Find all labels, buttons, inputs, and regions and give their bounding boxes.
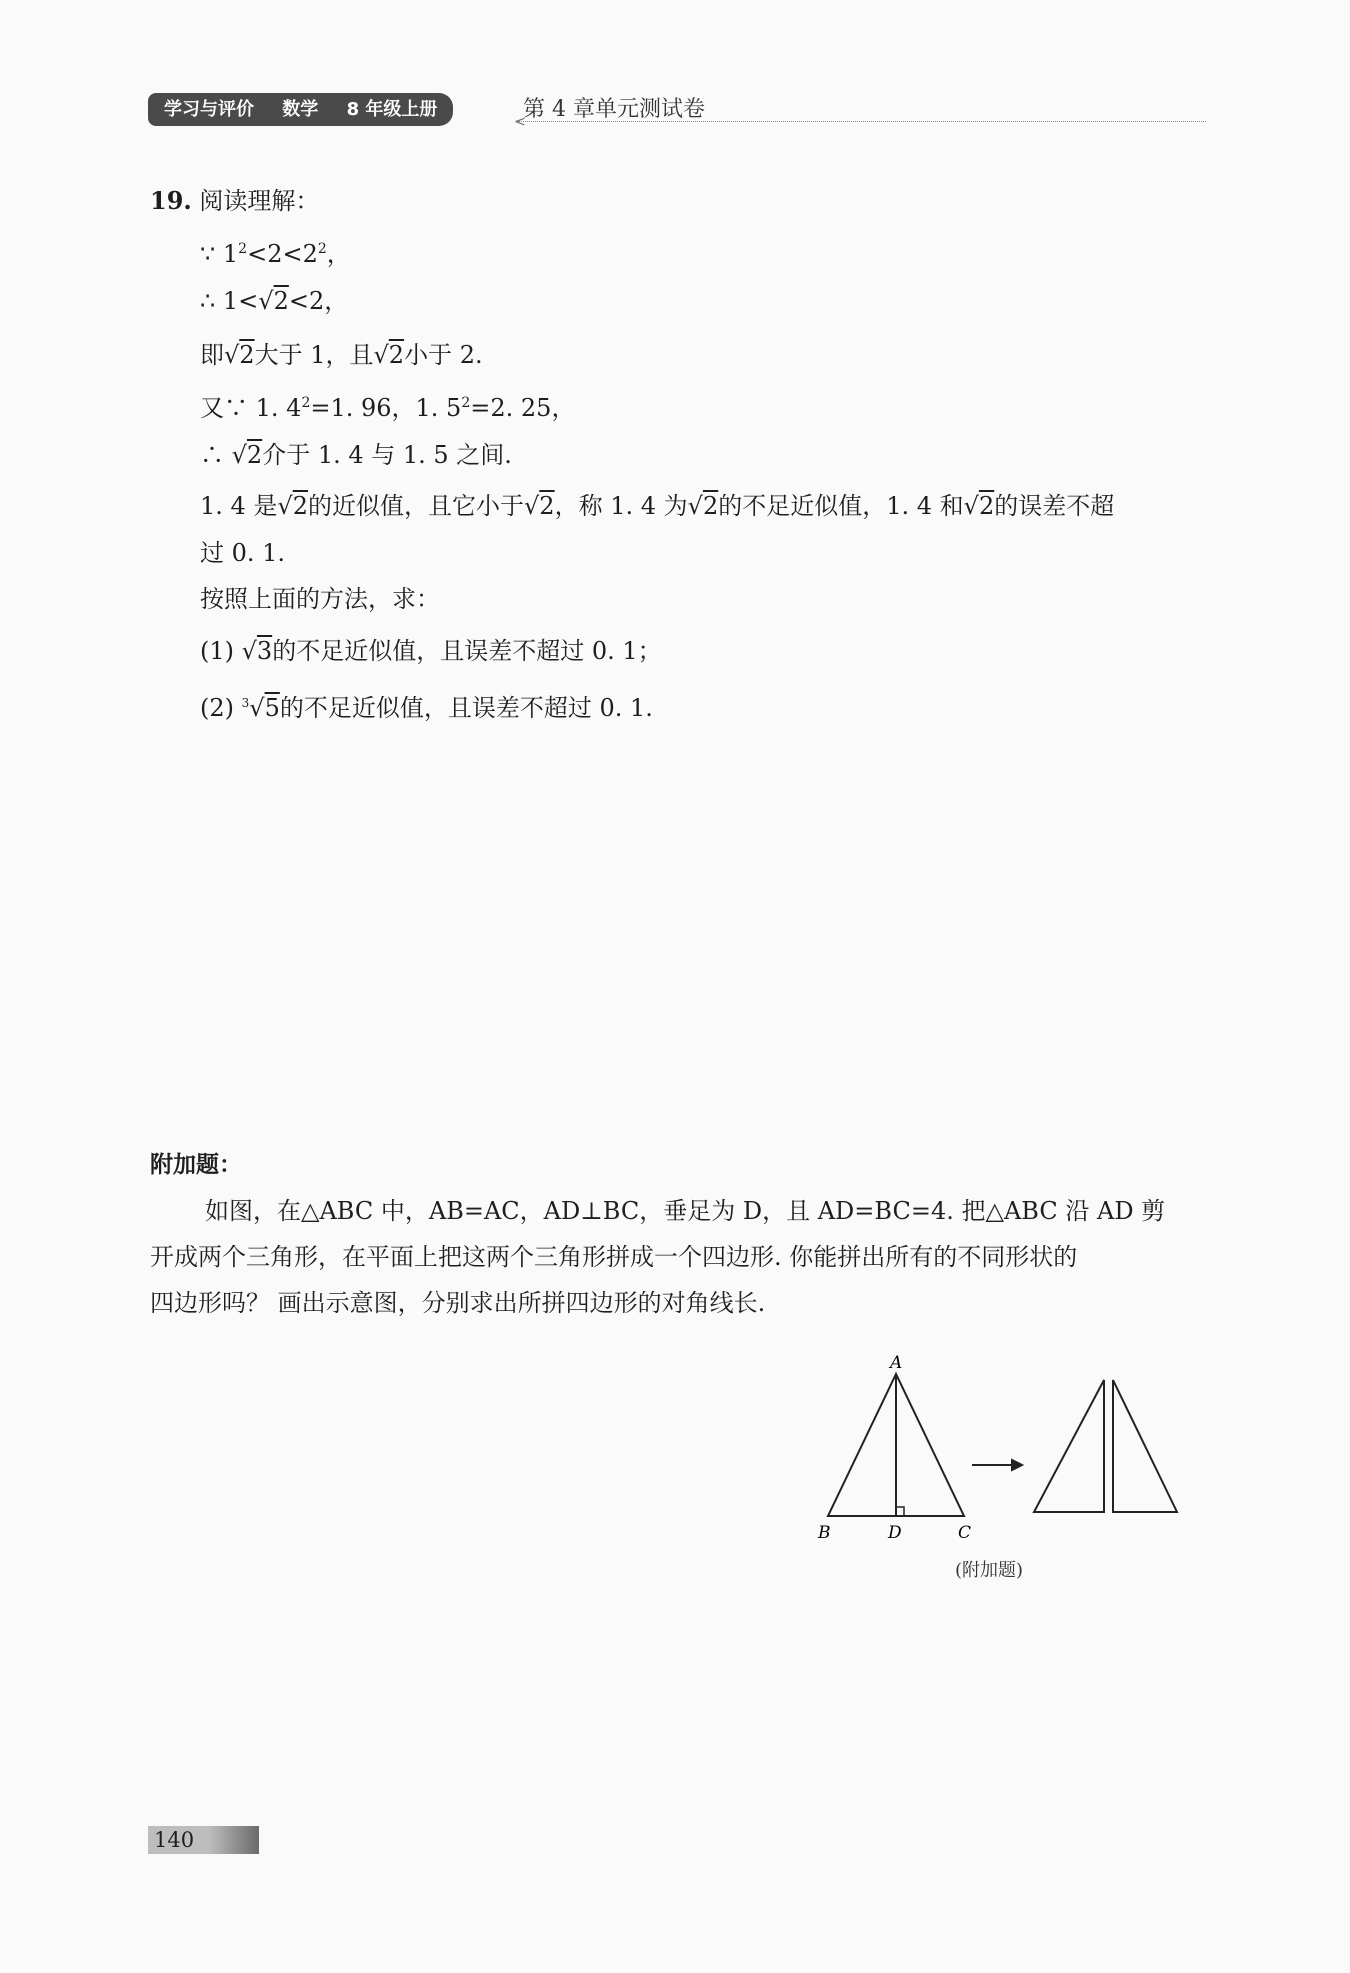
header-series-bar xyxy=(148,93,453,126)
figure-caption: (附加题) xyxy=(955,1560,1024,1581)
q19-line-2: ∴ 1<√2<2， xyxy=(200,287,349,315)
label-b: B xyxy=(818,1523,831,1543)
question-19-title xyxy=(150,184,319,218)
extra-paragraph-line-3: 四边形吗？ 画出示意图，分别求出所拼四边形的对角线长. xyxy=(150,1289,766,1317)
question-number: 19. xyxy=(150,186,192,215)
extra-figure xyxy=(800,1350,1200,1590)
q19-line-7: 过 0. 1. xyxy=(200,539,286,567)
header-series: 学习与评价 xyxy=(164,99,254,120)
label-c: C xyxy=(958,1523,972,1543)
q19-subquestion-2: (2) $^3$√5的不足近似值，且误差不超过 0. 1. xyxy=(200,694,653,722)
q19-line-5: ∴ √2介于 1. 4 与 1. 5 之间. xyxy=(200,441,512,469)
extra-question-heading: 附加题： xyxy=(150,1152,242,1178)
question-title: 阅读理解： xyxy=(199,187,320,215)
q19-line-3: 即√2大于 1，且√2小于 2. xyxy=(200,341,483,369)
label-d: D xyxy=(888,1523,902,1543)
header-chapter-title: 第 4 章单元测试卷 xyxy=(523,97,705,122)
header-dotted-rule xyxy=(518,121,1206,122)
extra-paragraph-line-1: 如图，在△ABC 中，AB=AC，AD⊥BC，垂足为 D，且 AD=BC=4. 把△ABC 沿 AD 剪 xyxy=(205,1197,1166,1225)
page-number: 140 xyxy=(148,1826,259,1854)
header-subject: 数学 xyxy=(282,99,319,120)
q19-line-6: 1. 4 是√2的近似值，且它小于√2，称 1. 4 为√2的不足近似值，1. 4 和√2的误差不超 xyxy=(200,492,1115,520)
header-arrow-icon: < xyxy=(514,114,526,130)
header-grade: 8 年级上册 xyxy=(346,99,438,120)
label-a: A xyxy=(890,1353,903,1373)
arrow-icon xyxy=(1012,1460,1022,1470)
q19-line-8: 按照上面的方法，求： xyxy=(200,585,440,613)
right-piece-triangle xyxy=(1113,1380,1177,1512)
q19-subquestion-1: (1) √3的不足近似值，且误差不超过 0. 1； xyxy=(200,637,662,665)
q19-line-4: 又∵ 1. $4^2=1$. 96，1. $5^2=2$. 25， xyxy=(200,394,576,422)
left-piece-triangle xyxy=(1034,1380,1104,1512)
q19-line-1: ∵ $1^2<2<2^2$， xyxy=(200,240,351,268)
right-angle-mark xyxy=(896,1507,904,1516)
extra-paragraph-line-2: 开成两个三角形，在平面上把这两个三角形拼成一个四边形. 你能拼出所有的不同形状的 xyxy=(150,1243,1078,1271)
